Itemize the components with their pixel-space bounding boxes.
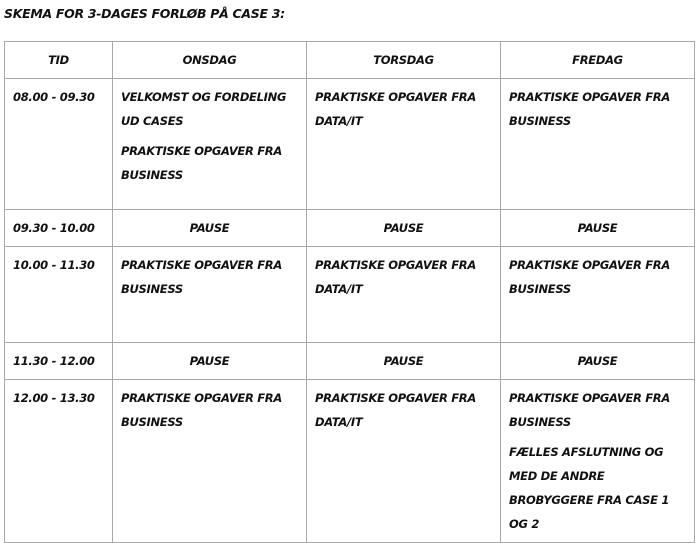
cell-text: PRAKTISKE OPGAVER FRA BUSINESS — [121, 258, 282, 296]
header-fredag: FREDAG — [501, 42, 695, 79]
cell-text: PRAKTISKE OPGAVER FRA BUSINESS — [509, 391, 670, 429]
cell-text: PRAKTISKE OPGAVER FRA DATA/IT — [315, 391, 476, 429]
cell-text: PRAKTISKE OPGAVER FRA BUSINESS — [121, 391, 282, 429]
fredag-cell — [501, 380, 695, 543]
cell-text: PRAKTISKE OPGAVER FRA BUSINESS — [121, 144, 282, 182]
table-row — [5, 79, 695, 210]
onsdag-cell: PAUSE — [113, 210, 307, 247]
table-row — [5, 247, 695, 343]
cell-text: PRAKTISKE OPGAVER FRA BUSINESS — [509, 90, 670, 128]
fredag-cell: PAUSE — [501, 210, 695, 247]
onsdag-cell — [113, 380, 307, 543]
torsdag-cell — [307, 79, 501, 210]
onsdag-cell: PAUSE — [113, 343, 307, 380]
table-row — [5, 380, 695, 543]
cell-text: FÆLLES AFSLUTNING OG MED DE ANDRE BROBYGGERE FRA CASE 1 OG 2 — [509, 445, 670, 531]
time-cell: 11.30 - 12.00 — [5, 343, 113, 380]
cell-text: PRAKTISKE OPGAVER FRA DATA/IT — [315, 90, 476, 128]
header-torsdag: TORSDAG — [307, 42, 501, 79]
table-row — [5, 210, 695, 247]
cell-text: VELKOMST OG FORDELING UD CASES — [121, 90, 287, 128]
cell-text: PRAKTISKE OPGAVER FRA BUSINESS — [509, 258, 670, 296]
time-cell: 09.30 - 10.00 — [5, 210, 113, 247]
torsdag-cell — [307, 380, 501, 543]
torsdag-cell — [307, 247, 501, 343]
schedule-table — [4, 41, 695, 543]
time-cell: 08.00 - 09.30 — [5, 79, 113, 210]
header-row — [5, 42, 695, 79]
time-cell: 10.00 - 11.30 — [5, 247, 113, 343]
cell-text: PRAKTISKE OPGAVER FRA DATA/IT — [315, 258, 476, 296]
page-title: SKEMA FOR 3-DAGES FORLØB PÅ CASE 3: — [4, 6, 285, 21]
onsdag-cell — [113, 79, 307, 210]
fredag-cell: PAUSE — [501, 343, 695, 380]
table-row — [5, 343, 695, 380]
torsdag-cell: PAUSE — [307, 343, 501, 380]
header-onsdag: ONSDAG — [113, 42, 307, 79]
header-tid: TID — [5, 42, 113, 79]
torsdag-cell: PAUSE — [307, 210, 501, 247]
fredag-cell — [501, 247, 695, 343]
fredag-cell — [501, 79, 695, 210]
onsdag-cell — [113, 247, 307, 343]
time-cell: 12.00 - 13.30 — [5, 380, 113, 543]
